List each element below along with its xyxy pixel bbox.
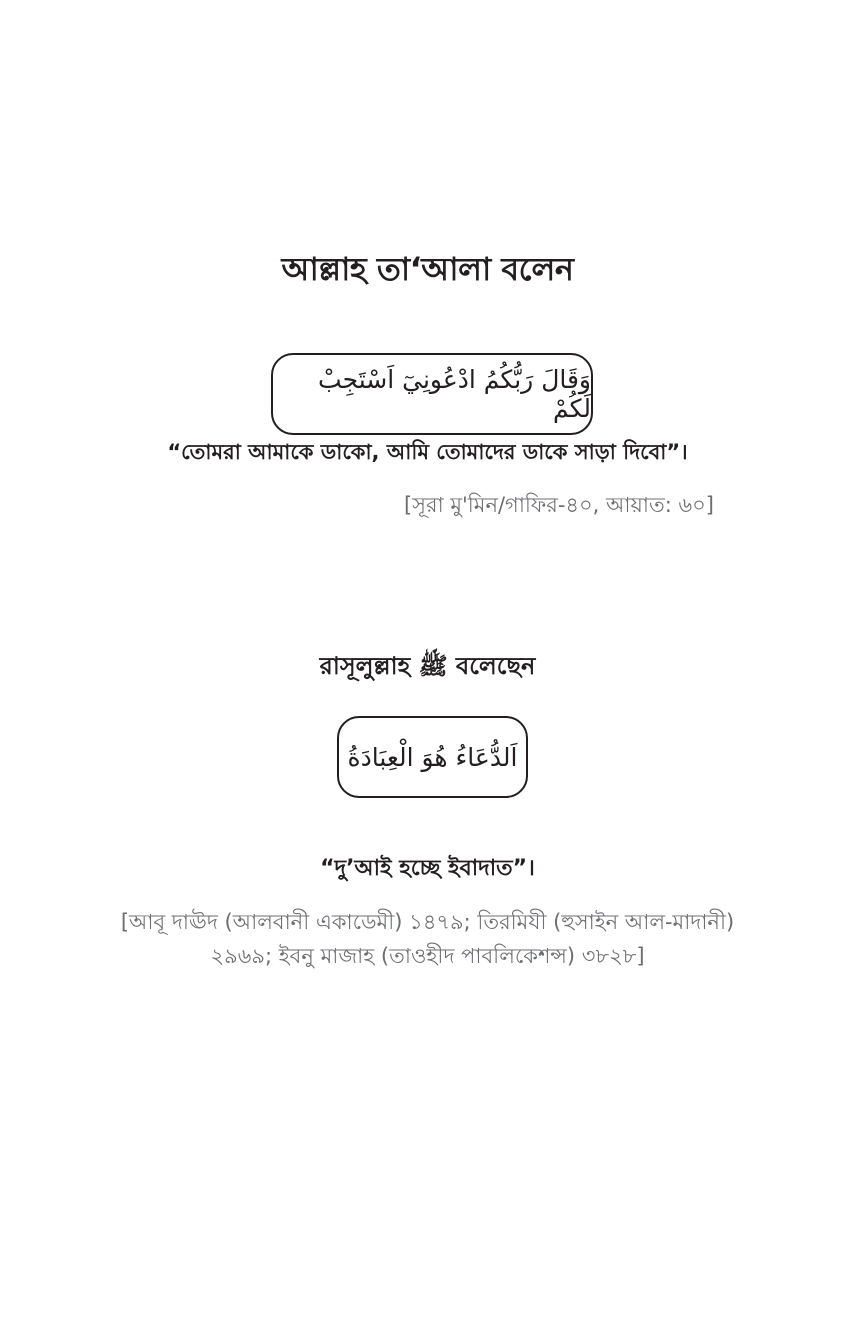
hadith-heading: রাসূলুল্লাহ ﷺ বলেছেন [319,652,536,680]
quran-arabic-verse-box [271,353,593,435]
hadith-reference-line-2: ২৯৬৯; ইবনু মাজাহ (তাওহীদ পাবলিকেশন্স) ৩৮২৮] [210,944,645,968]
quran-reference: [সূরা মু'মিন/গাফির-৪০, আয়াত: ৬০] [403,493,714,517]
quran-translation: “তোমরা আমাকে ডাকো, আমি তোমাদের ডাকে সাড়া দিবো”। [167,440,688,464]
quran-arabic-verse: وَقَالَ رَبُّكُمُ ادْعُونِيٓ اَسْتَجِبْ لَكُمْ [318,365,591,423]
hadith-reference-line-1: [আবূ দাঊদ (আলবানী একাডেমী) ১৪৭৯; তিরমিযী (হুসাইন আল-মাদানী) [120,910,735,934]
hadith-translation: “দু’আই হচ্ছে ইবাদাত”। [320,856,535,881]
hadith-arabic-text: اَلدُّعَاءُ هُوَ الْعِبَادَةُ [347,742,518,772]
quran-heading: আল্লাহ তা‘আলা বলেন [281,250,574,288]
hadith-arabic-text-box [337,716,528,798]
hadith-reference [0,905,855,973]
